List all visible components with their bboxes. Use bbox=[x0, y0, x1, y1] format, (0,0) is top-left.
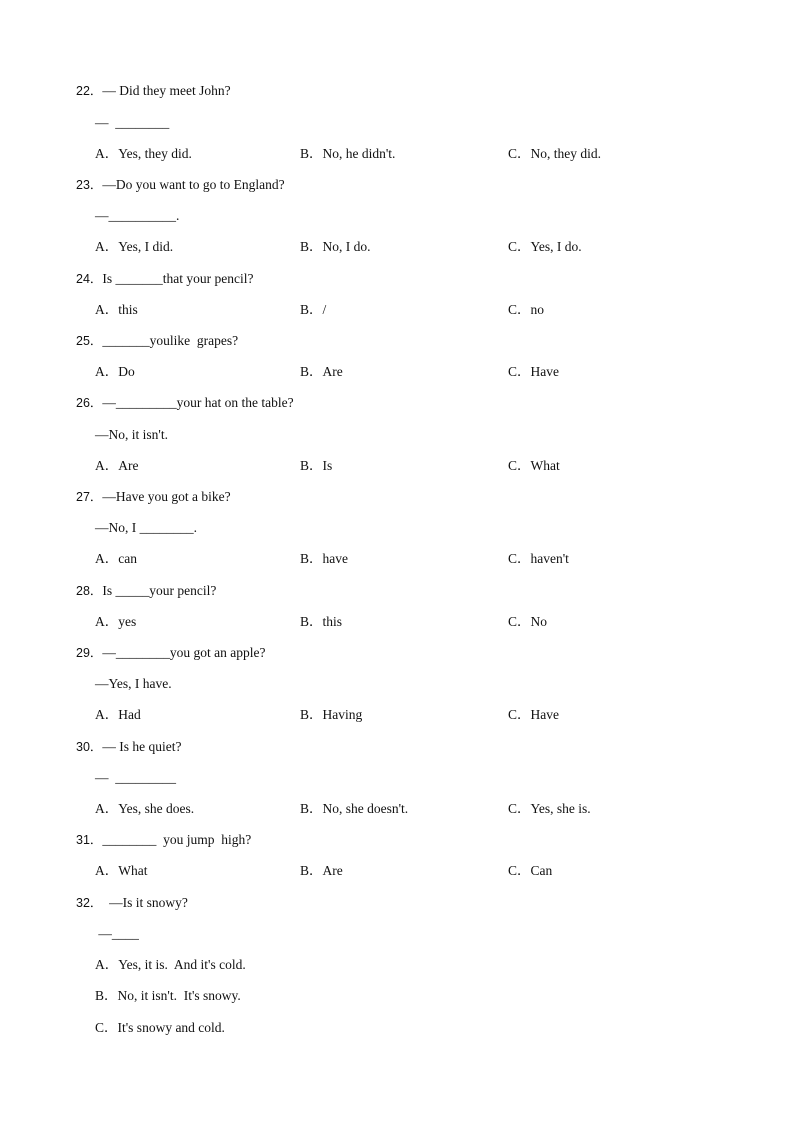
option-a[interactable]: A．What bbox=[95, 863, 148, 878]
answer-line: —Yes, I have. bbox=[95, 676, 172, 691]
question-29 bbox=[76, 645, 266, 661]
option-a[interactable]: A．this bbox=[95, 302, 138, 317]
option-b[interactable]: B．Having bbox=[300, 707, 363, 722]
question-stem: _______youlike grapes? bbox=[102, 333, 239, 348]
option-b[interactable]: B．Is bbox=[300, 458, 333, 473]
question-30 bbox=[76, 739, 182, 755]
option-a[interactable]: A．Do bbox=[95, 364, 135, 379]
option-c[interactable]: C．Have bbox=[508, 364, 559, 379]
question-27 bbox=[76, 489, 231, 505]
question-stem: — Is he quiet? bbox=[102, 739, 182, 754]
question-stem: —Have you got a bike? bbox=[102, 489, 231, 504]
question-number: 29． bbox=[76, 646, 103, 660]
answer-line: —____ bbox=[95, 926, 139, 941]
answer-line: — _________ bbox=[95, 770, 176, 785]
question-32 bbox=[76, 895, 188, 911]
option-c[interactable]: C．Yes, I do. bbox=[508, 239, 582, 254]
option-b[interactable]: B．No, she doesn't. bbox=[300, 801, 409, 816]
question-stem: —Do you want to go to England? bbox=[102, 177, 285, 192]
option-c[interactable]: C．Yes, she is. bbox=[508, 801, 591, 816]
question-number: 22． bbox=[76, 84, 103, 98]
question-number: 31． bbox=[76, 833, 103, 847]
question-number: 24． bbox=[76, 272, 103, 286]
option-b[interactable]: B．have bbox=[300, 551, 348, 566]
option-a[interactable]: A．yes bbox=[95, 614, 137, 629]
question-stem: —_________your hat on the table? bbox=[102, 395, 294, 410]
option-b[interactable]: B．/ bbox=[300, 302, 327, 317]
question-number: 25． bbox=[76, 334, 103, 348]
option-c[interactable]: C．No bbox=[508, 614, 548, 629]
question-25 bbox=[76, 333, 238, 349]
option-c[interactable]: C．Have bbox=[508, 707, 559, 722]
option-c[interactable]: C．Can bbox=[508, 863, 553, 878]
answer-line: —__________. bbox=[95, 208, 180, 223]
question-number: 28． bbox=[76, 584, 103, 598]
question-28 bbox=[76, 583, 216, 599]
question-24 bbox=[76, 271, 254, 287]
question-number: 23． bbox=[76, 178, 103, 192]
option-b[interactable]: B．this bbox=[300, 614, 343, 629]
answer-line: —No, I ________. bbox=[95, 520, 197, 535]
question-stem: —________you got an apple? bbox=[102, 645, 266, 660]
option-a[interactable]: A．Yes, I did. bbox=[95, 239, 174, 254]
option-c[interactable]: C．It's snowy and cold. bbox=[95, 1020, 225, 1035]
question-number: 27． bbox=[76, 490, 103, 504]
option-c[interactable]: C．No, they did. bbox=[508, 146, 601, 161]
question-number: 26． bbox=[76, 396, 103, 410]
question-23 bbox=[76, 177, 285, 193]
question-stem: Is _______that your pencil? bbox=[102, 271, 254, 286]
option-a[interactable]: A．Are bbox=[95, 458, 139, 473]
question-stem: ________ you jump high? bbox=[102, 832, 252, 847]
answer-line: —No, it isn't. bbox=[95, 427, 168, 442]
question-number: 30． bbox=[76, 740, 103, 754]
option-b[interactable]: B．No, he didn't. bbox=[300, 146, 396, 161]
option-a[interactable]: A．Yes, she does. bbox=[95, 801, 195, 816]
question-stem: Is _____your pencil? bbox=[102, 583, 217, 598]
question-22 bbox=[76, 83, 231, 99]
option-a[interactable]: A．Had bbox=[95, 707, 141, 722]
answer-line: — ________ bbox=[95, 115, 170, 130]
option-a[interactable]: A．can bbox=[95, 551, 137, 566]
option-c[interactable]: C．no bbox=[508, 302, 545, 317]
option-c[interactable]: C．haven't bbox=[508, 551, 569, 566]
question-31 bbox=[76, 832, 251, 848]
question-26 bbox=[76, 395, 294, 411]
option-b[interactable]: B．No, it isn't. It's snowy. bbox=[95, 988, 241, 1003]
option-a[interactable]: A．Yes, they did. bbox=[95, 146, 192, 161]
option-c[interactable]: C．What bbox=[508, 458, 560, 473]
question-stem: —Is it snowy? bbox=[102, 895, 188, 910]
option-a[interactable]: A．Yes, it is. And it's cold. bbox=[95, 957, 246, 972]
question-stem: — Did they meet John? bbox=[102, 83, 231, 98]
question-number: 32． bbox=[76, 896, 103, 910]
option-b[interactable]: B．Are bbox=[300, 364, 343, 379]
option-b[interactable]: B．No, I do. bbox=[300, 239, 371, 254]
option-b[interactable]: B．Are bbox=[300, 863, 343, 878]
